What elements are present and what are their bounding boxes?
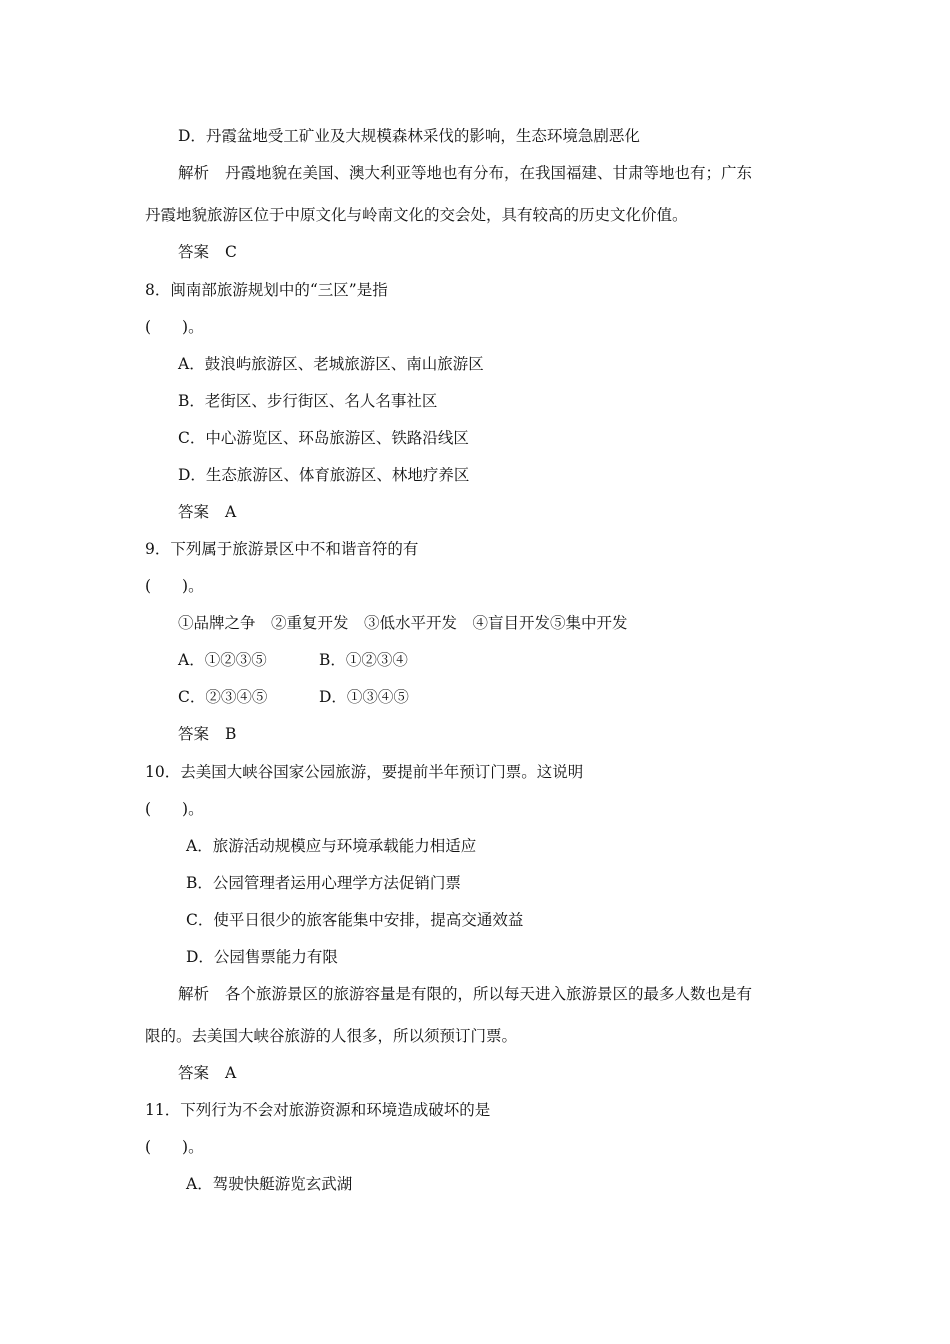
q10-analysis-continued: 限的。去美国大峡谷旅游的人很多，所以须预订门票。 (145, 1027, 518, 1045)
q8-bracket: ( )。 (145, 318, 204, 336)
q10-option-c: C．使平日很少的旅客能集中安排，提高交通效益 (186, 911, 524, 929)
q7-analysis (178, 162, 752, 184)
answer-label: 答案 (178, 1064, 210, 1082)
q11-bracket: ( )。 (145, 1138, 204, 1156)
q10-analysis (178, 983, 752, 1005)
q8-option-b: B．老街区、步行街区、名人名事社区 (178, 392, 438, 410)
analysis-label: 解析 (178, 164, 210, 182)
q9-option-b: B．①②③④ (319, 651, 408, 669)
q10-option-d: D．公园售票能力有限 (186, 948, 338, 966)
analysis-text: 丹霞地貌在美国、澳大利亚等地也有分布，在我国福建、甘肃等地也有；广东 (225, 164, 753, 182)
answer-value: A (225, 503, 237, 521)
analysis-text: 各个旅游景区的旅游容量是有限的，所以每天进入旅游景区的最多人数也是有 (225, 985, 753, 1003)
q10-stem: 10．去美国大峡谷国家公园旅游，要提前半年预订门票。这说明 (145, 763, 584, 781)
answer-label: 答案 (178, 725, 210, 743)
q8-stem: 8．闽南部旅游规划中的“三区”是指 (145, 281, 388, 299)
q7-option-d: D．丹霞盆地受工矿业及大规模森林采伐的影响，生态环境急剧恶化 (178, 127, 640, 145)
answer-value: B (225, 725, 237, 743)
q9-option-d: D．①③④⑤ (319, 688, 409, 706)
q8-option-a: A．鼓浪屿旅游区、老城旅游区、南山旅游区 (178, 355, 484, 373)
q9-option-c: C．②③④⑤ (178, 688, 268, 706)
q11-option-a: A．驾驶快艇游览玄武湖 (186, 1175, 353, 1193)
q7-analysis-continued: 丹霞地貌旅游区位于中原文化与岭南文化的交会处，具有较高的历史文化价值。 (145, 206, 688, 224)
answer-label: 答案 (178, 243, 210, 261)
answer-label: 答案 (178, 503, 210, 521)
q8-answer (178, 501, 236, 523)
q7-answer (178, 241, 237, 263)
answer-value: A (225, 1064, 237, 1082)
q10-answer (178, 1062, 236, 1084)
q8-option-c: C．中心游览区、环岛旅游区、铁路沿线区 (178, 429, 469, 447)
q9-bracket: ( )。 (145, 577, 204, 595)
q9-items: ①品牌之争 ②重复开发 ③低水平开发 ④盲目开发⑤集中开发 (178, 614, 628, 632)
q10-option-b: B．公园管理者运用心理学方法促销门票 (186, 874, 461, 892)
answer-value: C (225, 243, 237, 261)
analysis-label: 解析 (178, 985, 210, 1003)
q10-option-a: A．旅游活动规模应与环境承载能力相适应 (186, 837, 477, 855)
q9-stem: 9．下列属于旅游景区中不和谐音符的有 (145, 540, 419, 558)
q10-bracket: ( )。 (145, 800, 204, 818)
q11-stem: 11．下列行为不会对旅游资源和环境造成破坏的是 (145, 1101, 491, 1119)
q9-option-a: A．①②③⑤ (178, 651, 267, 669)
q9-answer (178, 723, 236, 745)
q8-option-d: D．生态旅游区、体育旅游区、林地疗养区 (178, 466, 470, 484)
